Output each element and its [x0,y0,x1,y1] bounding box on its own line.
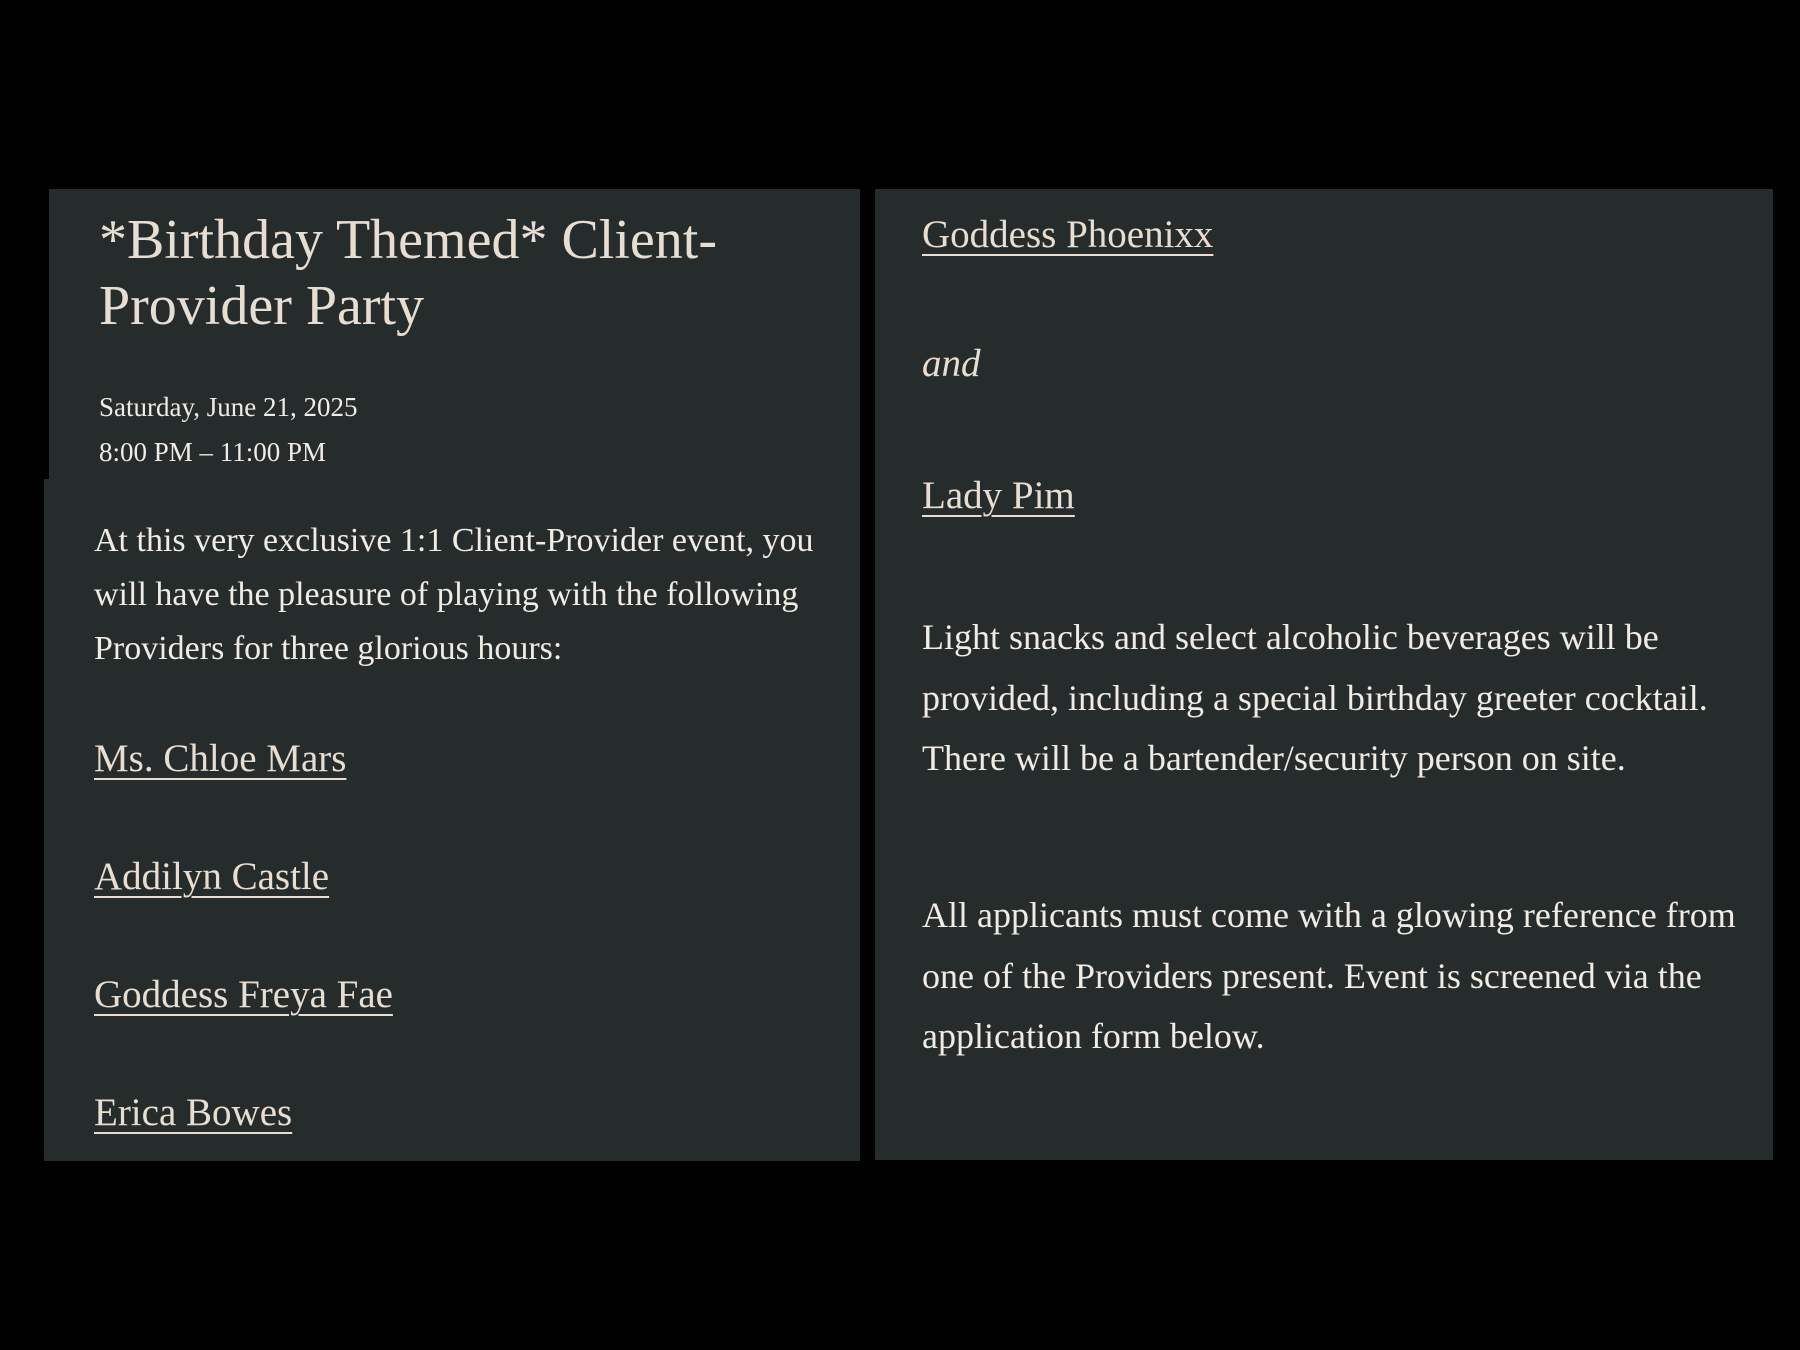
provider-link-erica-bowes[interactable]: Erica Bowes [94,1091,293,1134]
refreshments-paragraph: Light snacks and select alcoholic beverages will be provided, including a special birthday greeter cocktail. There will be a bartender/security person on site. [922,617,1708,778]
provider-link-freya-fae[interactable]: Goddess Freya Fae [94,973,393,1016]
event-details-panel [44,189,860,1161]
event-intro-text: At this very exclusive 1:1 Client-Provider event, you will have the pleasure of playing with the following Providers for three glorious hours: [94,522,814,667]
provider-link-chloe-mars[interactable]: Ms. Chloe Mars [94,737,347,780]
provider-link-goddess-phoenixx[interactable]: Goddess Phoenixx [922,213,1214,256]
provider-link-addilyn-castle[interactable]: Addilyn Castle [94,855,330,898]
event-time: 8:00 PM – 11:00 PM [99,437,327,467]
provider-link-lady-pim[interactable]: Lady Pim [922,474,1075,517]
event-datetime [99,385,357,475]
event-date: Saturday, June 21, 2025 [99,392,358,422]
panel-notch [44,189,49,479]
event-title: *Birthday Themed* Client-Provider Party [99,209,717,337]
screening-paragraph: All applicants must come with a glowing reference from one of the Providers present. Event is screened via the application form below. [922,895,1736,1056]
conjunction-text: and [922,342,981,385]
event-info-panel [875,189,1773,1160]
